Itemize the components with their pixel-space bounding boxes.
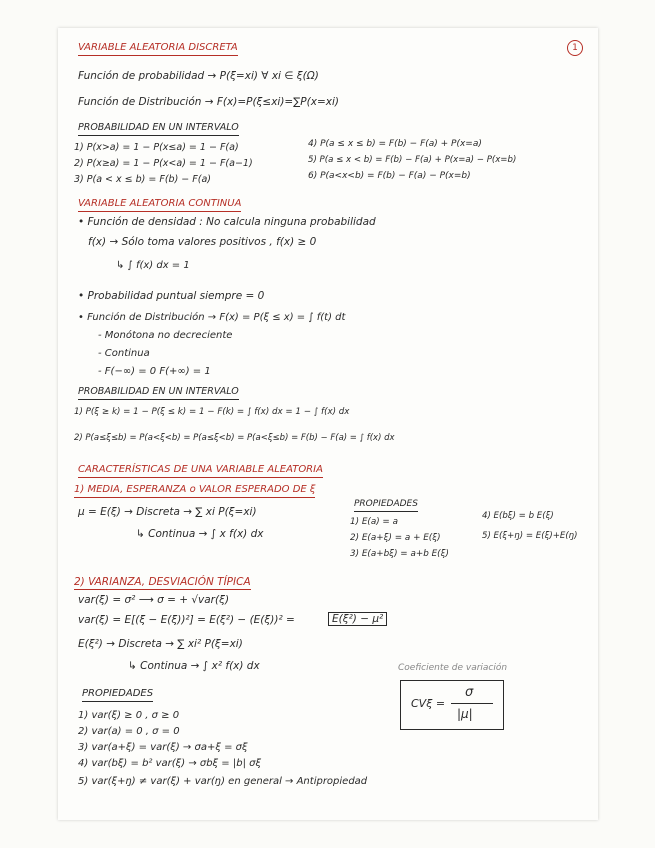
cv-label: Coeficiente de variación [398, 663, 508, 673]
mean-prop-1: 1) E(a) = a [350, 517, 398, 527]
continuous-item-2: 2) P(a≤ξ≤b) = P(a<ξ<b) = P(a≤ξ<b) = P(a<ξ≤b) = F(b) − F(a) = ∫ f(x) dx [74, 433, 395, 443]
discrete-item-4: 4) P(a ≤ x ≤ b) = F(b) − F(a) + P(x=a) [308, 139, 482, 149]
variance-properties-title: PROPIEDADES [82, 688, 153, 702]
density-function: • Función de densidad : No calcula ninguna probabilidad [78, 216, 376, 228]
section-title-characteristics: CARACTERÍSTICAS DE UNA VARIABLE ALEATORIA [78, 464, 323, 478]
coefficient-of-variation-box [400, 680, 504, 730]
variance-prop-4: 4) var(bξ) = b² var(ξ) → σbξ = |b| σξ [78, 758, 262, 769]
variance-prop-2: 2) var(a) = 0 , σ = 0 [78, 726, 180, 737]
discrete-item-3: 3) P(a < x ≤ b) = F(b) − F(a) [74, 174, 211, 185]
section-title-continuous: VARIABLE ALEATORIA CONTINUA [78, 198, 241, 212]
discrete-item-6: 6) P(a<x<b) = F(b) − F(a) − P(x=b) [308, 171, 471, 181]
mean-prop-2: 2) E(a+ξ) = a + E(ξ) [350, 533, 441, 543]
cv-denominator: |μ| [457, 707, 473, 721]
mean-prop-4: 4) E(bξ) = b E(ξ) [482, 511, 554, 521]
section-title-discrete: VARIABLE ALEATORIA DISCRETA [78, 42, 238, 56]
second-moment-continuous: ↳ Continua → ∫ x² f(x) dx [128, 660, 260, 672]
variance-sigma: var(ξ) = σ² ⟶ σ = + √var(ξ) [78, 594, 230, 606]
discrete-item-5: 5) P(a ≤ x < b) = F(b) − F(a) + P(x=a) − P(x=b) [308, 155, 517, 165]
mean-prop-3: 3) E(a+bξ) = a+b E(ξ) [350, 549, 449, 559]
page-number: 1 [567, 40, 583, 56]
variance-boxed-result: E(ξ²) − μ² [328, 612, 387, 626]
notes-page [58, 28, 598, 820]
dist-prop-3: - F(−∞) = 0 F(+∞) = 1 [98, 366, 211, 377]
variance-prop-5: 5) var(ξ+ŋ) ≠ var(ξ) + var(ŋ) en general → Antipropiedad [78, 776, 368, 787]
mean-discrete: μ = E(ξ) → Discreta → ∑ xi P(ξ=xi) [78, 506, 257, 518]
variance-prop-1: 1) var(ξ) ≥ 0 , σ ≥ 0 [78, 710, 180, 721]
distribution-function: Función de Distribución → F(x)=P(ξ≤xi)=∑P(x=xi) [78, 96, 339, 108]
mean-continuous: ↳ Continua → ∫ x f(x) dx [136, 528, 264, 540]
subsection-variance: 2) VARIANZA, DESVIACIÓN TÍPICA [74, 576, 251, 588]
subsection-mean: 1) MEDIA, ESPERANZA o VALOR ESPERADO DE ξ [74, 484, 315, 498]
interval-title-continuous: PROBABILIDAD EN UN INTERVALO [78, 386, 239, 400]
probability-function: Función de probabilidad → P(ξ=xi) ∀ xi ∈ ξ(Ω) [78, 70, 319, 82]
continuous-item-1: 1) P(ξ ≥ k) = 1 − P(ξ ≤ k) = 1 − F(k) = ∫ f(x) dx = 1 − ∫ f(x) dx [74, 407, 350, 417]
dist-prop-2: - Continua [98, 348, 150, 359]
distribution-continuous: • Función de Distribución → F(x) = P(ξ ≤ x) = ∫ f(t) dt [78, 312, 346, 323]
density-positive: f(x) → Sólo toma valores positivos , f(x) ≥ 0 [88, 236, 317, 248]
cv-numerator: σ [465, 685, 474, 700]
mean-properties-title: PROPIEDADES [354, 498, 418, 512]
dist-prop-1: - Monótona no decreciente [98, 330, 233, 341]
cv-lhs: CVξ = [411, 697, 446, 710]
discrete-item-1: 1) P(x>a) = 1 − P(x≤a) = 1 − F(a) [74, 142, 239, 153]
interval-title-discrete: PROBABILIDAD EN UN INTERVALO [78, 122, 239, 136]
variance-prop-3: 3) var(a+ξ) = var(ξ) → σa+ξ = σξ [78, 742, 248, 753]
punctual-probability: • Probabilidad puntual siempre = 0 [78, 290, 265, 302]
cv-fraction-bar [451, 703, 493, 704]
variance-formula: var(ξ) = E[(ξ − E(ξ))²] = E(ξ²) − (E(ξ))² = [78, 614, 295, 626]
mean-prop-5: 5) E(ξ+ŋ) = E(ξ)+E(ŋ) [482, 531, 578, 541]
discrete-item-2: 2) P(x≥a) = 1 − P(x<a) = 1 − F(a−1) [74, 158, 253, 169]
density-integral: ↳ ∫ f(x) dx = 1 [116, 260, 190, 271]
second-moment-discrete: E(ξ²) → Discreta → ∑ xi² P(ξ=xi) [78, 638, 243, 650]
